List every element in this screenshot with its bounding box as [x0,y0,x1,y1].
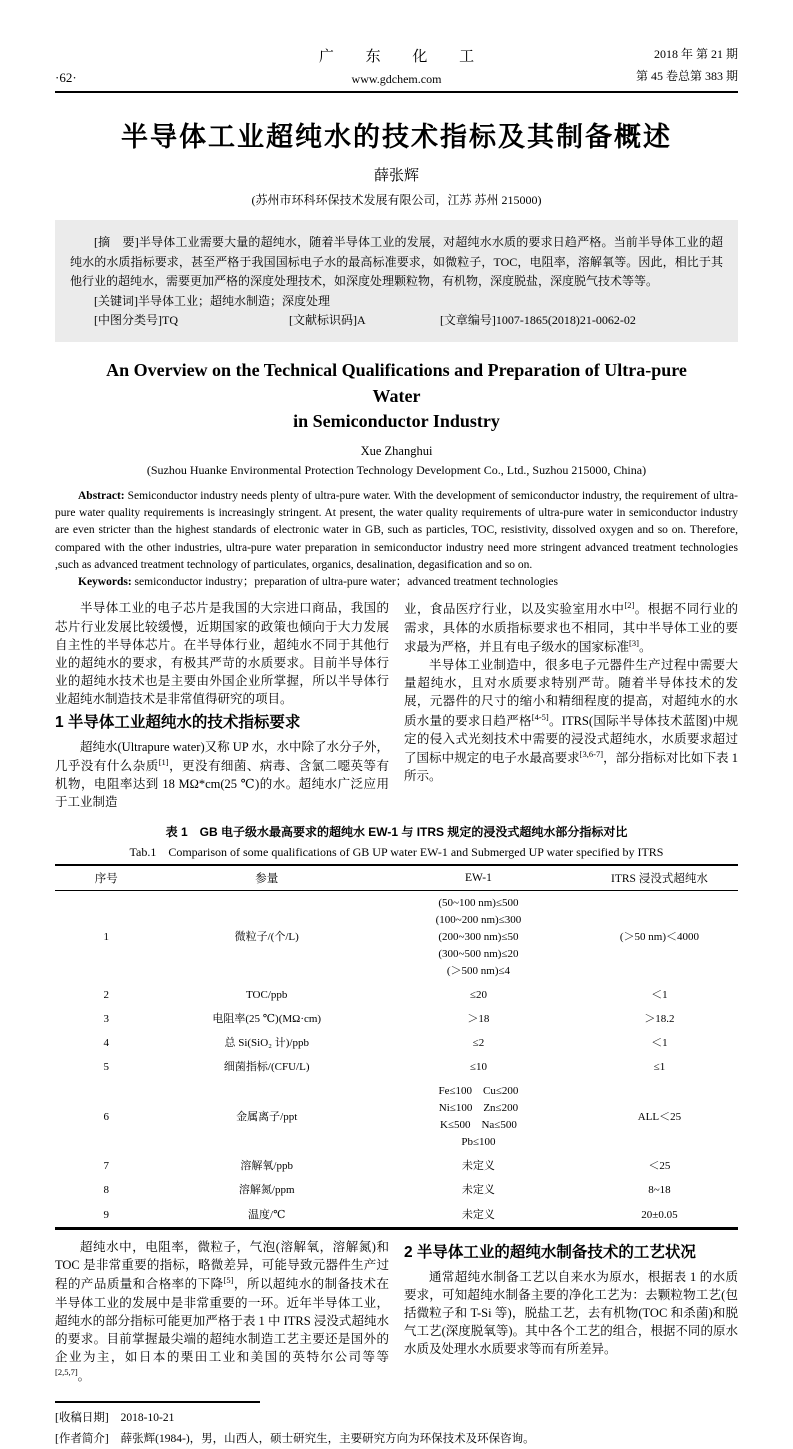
cell-itrs-value: ＜1 [651,1037,668,1050]
table-row [55,1008,738,1032]
cell-line: (50~100 nm)≤500 [438,896,519,909]
author-bio-line [55,1429,738,1449]
cell-line: ≤20 [469,989,487,1002]
cell-parameter: 金属离子/ppt [236,1110,298,1123]
keywords-cn: [关键词]半导体工业；超纯水制造；深度处理 [94,293,330,308]
received-date-value: 2018-10-21 [120,1412,175,1425]
table-caption-en: Tab.1 Comparison of some qualifications of GB UP water EW-1 and Submerged UP water specified by ITRS [129,845,664,860]
header-divider [55,91,738,93]
table-caption-cn: 表 1 GB 电子级水最高要求的超纯水 EW-1 与 ITRS 规定的浸没式超纯水部分指标对比 [165,825,628,840]
cell-parameter: 总 Si(SiO₂ 计)/ppb [224,1037,309,1050]
cell-itrs-value: ＜25 [648,1160,671,1173]
cell-line: Fe≤100 Cu≤200 [438,1085,519,1098]
abstract-box [55,220,738,342]
cell-itrs-value: 20±0.05 [641,1208,678,1221]
left-column-bottom [55,1238,389,1385]
right-column [404,599,738,811]
cell-ew1-value [376,1203,581,1229]
cell-line: ＞18 [467,1013,490,1026]
keywords-en-label: Keywords: [78,576,135,589]
cell-line: (200~300 nm)≤50 [438,930,519,943]
cell-parameter: 溶解氧/ppb [240,1160,293,1173]
right-column-bottom [404,1238,738,1385]
after-table-paragraph: 超纯水中，电阻率，微粒子，气泡(溶解氧，溶解氮)和 TOC 是非常重要的指标，略微差异，可能导致元器件生产过程的产品质量和合格率的下降[5]，所以超纯水的制备技术在半导体工业的发展中是非常重要的一环。近年半导体工业，超纯水的部分指标可能更加严格于表 1 中 ITRS 浸没式超纯水的要求。目前掌握最尖端的超纯水制造工艺主要还是国外的企业为主，如日本的栗田工业和美国的英特尔公司等等[2,5,7]。 [55,1240,389,1384]
cell-parameter: 温度/℃ [248,1208,286,1221]
cell-ew1-value [376,984,581,1008]
footnote-block [55,1401,738,1448]
table-column-header: ITRS 浸没式超纯水 [581,865,738,891]
cell-line: (＞500 nm)≤4 [446,965,511,977]
cell-parameter: 电阻率(25 ℃)(MΩ·cm) [212,1013,322,1026]
section1-paragraph-left: 超纯水(Ultrapure water)又称 UP 水，水中除了水分子外，几乎没有什么杂质[1]，更没有细菌、病毒、含氯二噁英等有机物，电阻率达到 18 MΩ*cm(25 ℃)的水。超纯水广泛应用于工业制造 [55,739,389,810]
intro-paragraph: 半导体工业的电子芯片是我国的大宗进口商品，我国的芯片行业发展比较缓慢，近期国家的政策也倾向于大力发展自主性的半导体芯片。在半导体行业，超纯水不同于其他行业的超纯水的要求，有极其严苛的水质要求。目前半导体行业的超纯水技术也是主要由外国企业所掌握，所以半导体行业超纯水制造技术是非常值得研究的项目。 [55,601,389,707]
cell-itrs-value: ALL＜25 [637,1110,682,1123]
received-date-line [55,1408,738,1428]
cell-index: 5 [103,1061,109,1074]
body-columns-bottom [55,1238,738,1385]
cell-line: K≤500 Na≤500 [440,1119,517,1132]
affiliation-en: (Suzhou Huanke Environmental Protection Technology Development Co., Ltd., Suzhou 215000, China) [146,462,647,477]
issue-volume-line: 第 45 卷总第 383 期 [635,68,738,83]
table-row [55,1056,738,1080]
table-row [55,1155,738,1179]
cell-index: 1 [103,930,109,943]
journal-masthead [305,45,488,87]
cell-parameter: TOC/ppb [246,989,288,1002]
received-date-label: [收稿日期] [55,1412,109,1425]
abstract-en-text: Semiconductor industry needs plenty of ultra-pure water. With the development of semiconductor industry, the requirement of ultra-pure water quality requirements is increasingly stringent. At present, the water quality requirements of ultra-pure water in semiconductor industry are even stricter than the highest standards of electronic water in GB, such as particles, TOC, resistivity, dissolved oxygen and so on. Therefore, compared with the other industries, ultra-pure water preparation in semiconductor industry need more stringent advanced treatment technologies ,such as advanced treatment technology of particulates, organics, desalination, degasification and so on. [55,489,738,571]
journal-url: www.gdchem.com [351,72,442,87]
cell-line: (100~200 nm)≤300 [435,913,522,926]
cell-ew1-value [376,1179,581,1203]
table-column-header: 序号 [55,865,157,891]
cell-itrs-value: 8~18 [648,1184,671,1197]
journal-header [55,44,738,87]
section1-heading: 1 半导体工业超纯水的技术指标要求 [55,714,301,732]
table-row [55,1080,738,1155]
table-header [55,865,738,891]
table-row [55,984,738,1008]
article-title-en [85,358,708,434]
table-column-header: EW-1 [376,865,581,891]
cell-ew1-value [376,1080,581,1155]
article-id: [文章编号]1007-1865(2018)21-0062-02 [439,312,636,327]
author-bio-label: [作者简介] [55,1432,109,1445]
title-en-line1: An Overview on the Technical Qualifications and Preparation of Ultra-pure Water [106,360,687,406]
cell-itrs-value: ≤1 [653,1061,666,1074]
cell-ew1-value [376,1008,581,1032]
document-code: [文献标识码]A [288,312,366,327]
cell-parameter: 细菌指标/(CFU/L) [223,1061,310,1074]
title-en-line2: in Semiconductor Industry [293,410,500,431]
footnote-divider [55,1401,260,1403]
cell-index: 9 [103,1208,109,1221]
issue-year-line: 2018 年 第 21 期 [653,47,738,61]
section2-paragraph: 通常超纯水制备工艺以自来水为原水，根据表 1 的水质要求，可知超纯水制备主要的净化工艺为：去颗粒物工艺(包括微粒子和 T-Si 等)，脱盐工艺，去有机物(TOC 和杀菌)和脱气工艺(深度脱氧等)。其中各个工艺的组合，根据不同的原水水质及处理水水质要求等而有所差异。 [404,1269,738,1357]
cell-itrs-value: (＞50 nm)＜4000 [619,930,699,943]
article-title-cn: 半导体工业超纯水的技术指标及其制备概述 [121,122,672,153]
left-column [55,599,389,811]
cell-parameter: 溶解氮/ppm [238,1184,295,1197]
cell-line: Ni≤100 Zn≤200 [438,1102,519,1115]
cell-index: 8 [103,1184,109,1197]
cell-ew1-value [376,1155,581,1179]
body-columns-top [55,599,738,811]
cell-line: ≤2 [472,1037,485,1050]
table-block [55,823,738,1230]
comparison-table [55,864,738,1230]
cell-index: 7 [103,1160,109,1173]
article-meta-row [94,311,723,330]
cell-itrs-value: ＜1 [651,989,668,1002]
table-row [55,1203,738,1229]
cell-index: 2 [103,989,109,1002]
issue-info [488,44,738,87]
cell-index: 3 [103,1013,109,1026]
cell-parameter: 微粒子/(个/L) [234,930,299,943]
cell-ew1-value [376,891,581,984]
cell-line: ≤10 [469,1061,487,1074]
keywords-en [55,574,738,591]
cell-ew1-value [376,1056,581,1080]
cell-itrs-value: ＞18.2 [644,1013,675,1026]
page-number: ·62· [55,70,77,86]
cell-line: 未定义 [461,1208,495,1221]
table-row [55,891,738,984]
table-column-header: 参量 [157,865,376,891]
cell-line: Pb≤100 [461,1136,496,1149]
section1-paragraph-continuation: 业，食品医疗行业，以及实验室用水中[2]。根据不同行业的需求，具体的水质指标要求也不相同，其中半导体工业的要求最为严格，并且有电子级水的国家标准[3]。 [404,600,738,654]
abstract-text-cn: [摘 要]半导体工业需要大量的超纯水，随着半导体工业的发展，对超纯水水质的要求日趋严格。当前半导体工业的超纯水的水质指标要求，甚至严格于我国国标电子水的最高标准要求，如微粒子，TOC，电阻率，溶解氧等。因此，相比于其他行业的超纯水，需要更加严格的深度处理技术，如深度处理颗粒物，有机物，深度脱盐，深度脱气技术等等。 [70,235,723,289]
section2-heading: 2 半导体工业的超纯水制备技术的工艺状况 [404,1244,696,1262]
table-row [55,1179,738,1203]
affiliation-cn: (苏州市环科环保技术发展有限公司，江苏 苏州 215000) [251,193,542,208]
journal-name: 广 东 化 工 [318,49,489,66]
cell-line: 未定义 [461,1160,495,1173]
clc-number: [中图分类号]TQ [94,312,178,327]
author-en: Xue Zhanghui [360,443,433,458]
cell-ew1-value [376,1032,581,1056]
section1-paragraph-2: 半导体工业制造中，很多电子元器件生产过程中需要大量超纯水，且对水质要求特别严苛。随着半导体技术的发展，元器件的尺寸的缩小和精细程度的提高，对超纯水的水质水量的要求日趋严格[4-5]。ITRS(国际半导体技术蓝图)中规定的侵入式光刻技术中需要的浸没式超纯水，水质要求超过了国标中规定的电子水最高要求[3,6-7]，部分指标对比如下表 1 所示。 [404,658,738,784]
keywords-en-text: semiconductor industry；preparation of ultra-pure water；advanced treatment technologies [134,576,558,589]
table-row [55,1032,738,1056]
cell-index: 6 [103,1110,109,1123]
author-bio-value: 薛张辉(1984-)，男，山西人，硕士研究生，主要研究方向为环保技术及环保咨询。 [120,1432,535,1445]
cell-line: 未定义 [461,1184,495,1197]
author-cn: 薛张辉 [373,168,419,185]
abstract-en [55,488,738,574]
cell-index: 4 [103,1037,109,1050]
table-body [55,891,738,1229]
abstract-en-label: Abstract: [78,489,128,502]
cell-line: (300~500 nm)≤20 [438,947,519,960]
